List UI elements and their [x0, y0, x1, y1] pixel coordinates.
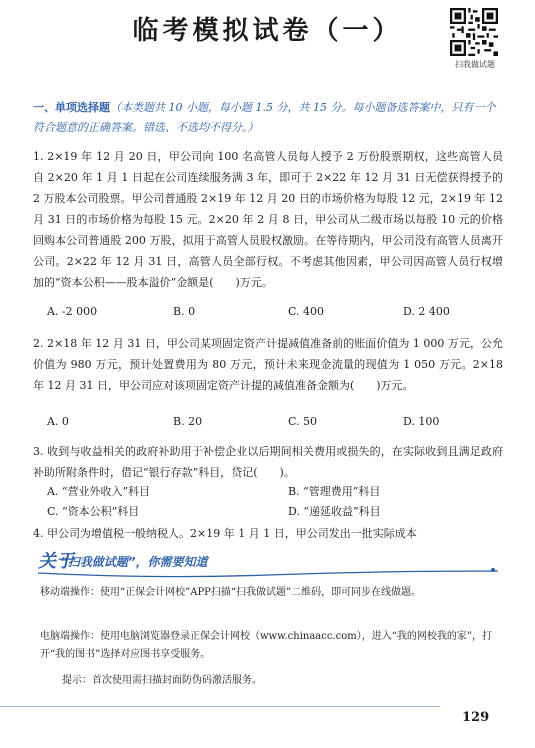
option-a[interactable]: A. “营业外收入”科目: [47, 485, 151, 498]
question-text: 甲公司为增值税一般纳税人。2×19 年 1 月 1 日，甲公司发出一批实际成本: [47, 527, 417, 540]
question-2: [33, 333, 503, 396]
option-d[interactable]: D. 2 400: [403, 305, 450, 318]
option-c[interactable]: C. 400: [288, 305, 325, 318]
section-title: 一、单项选择题: [33, 101, 110, 114]
option-d[interactable]: D. “递延收益”科目: [288, 505, 381, 518]
question-text: 2×18 年 12 月 31 日，甲公司某项固定资产计提减值准备前的账面价值为 1 000 万元，公允价值为 980 万元，预计处置费用为 80 万元，预计未来现金流量的现值为 1 050 万元。2×18 年 12 月 31 日，甲公司应对该项固定资产计提的减值准备金额为( )万元。: [33, 337, 504, 392]
question-1: [33, 146, 503, 293]
question-3-options-row2: [33, 503, 503, 521]
question-number: 2.: [33, 337, 44, 350]
option-b[interactable]: B. “管理费用”科目: [288, 485, 381, 498]
question-number: 4.: [33, 527, 44, 540]
option-b[interactable]: B. 0: [173, 305, 196, 318]
banner-title: “扫我做试题”，你需要知道: [60, 555, 208, 569]
question-text: 收到与收益相关的政府补助用于补偿企业以后期间相关费用或损失的，在实际收到且满足政府补助所附条件时，借记“银行存款”科目，贷记( )。: [33, 445, 503, 479]
question-4: [33, 523, 503, 544]
option-b[interactable]: B. 20: [173, 415, 203, 428]
option-a[interactable]: A. 0: [47, 415, 69, 428]
question-2-options: [33, 415, 503, 433]
question-text: 2×19 年 12 月 20 日，甲公司向 100 名高管人员每人授予 2 万份股票期权，这些高管人员自 2×20 年 1 月 1 日起在公司连续服务满 3 年，即可于 2×22 年 12 月 31 日无偿获得授予的 2 万股本公司股票。甲公司普通股 2×19 年 12 月 20 日的市场价格为每股 12 元，2×19 年 12 月 31 日的市场价格为每股 15 元。2×20 年 2 月 8 日，甲公司从二级市场以每股 10 元的价格回购本公司普通股 200 万股，拟用于高管人员股权激励。在等待期内，甲公司没有高管人员离开公司。2×22 年 12 月 31 日，高管人员全部行权。不考虑其他因素，甲公司因高管人员行权增加的“资本公积——股本溢价”金额是( )万元。: [33, 150, 504, 289]
option-d[interactable]: D. 100: [403, 415, 440, 428]
question-1-options: [33, 305, 503, 323]
question-3-options-row1: [33, 483, 503, 501]
page-number: 129: [462, 710, 490, 725]
info-tip: 提示：首次使用需扫描封面防伪码激活服务。: [62, 675, 262, 686]
question-number: 3.: [33, 445, 44, 458]
section-note: （本类题共 10 小题，每小题 1.5 分，共 15 分。每小题备选答案中，只有一个符合题意的正确答案。错选、不选均不得分。）: [33, 101, 496, 134]
question-3: [33, 441, 503, 483]
qr-caption: 扫我做试题: [455, 60, 495, 69]
option-c[interactable]: C. 50: [288, 415, 318, 428]
section-header: [33, 98, 503, 138]
banner-about: 关于: [38, 551, 74, 572]
info-mobile: 移动端操作：使用“正保会计网校”APP扫描“扫我做试题”二维码，即可同步在线做题。: [40, 587, 422, 598]
question-number: 1.: [33, 150, 44, 163]
option-c[interactable]: C. “资本公积”科目: [47, 505, 140, 518]
option-a[interactable]: A. -2 000: [47, 305, 98, 318]
info-pc: 电脑端操作：使用电脑浏览器登录正保会计网校（www.chinaacc.com），进入“我的网校我的家”，打开“我的图书”选择对应图书享受服务。: [40, 631, 492, 660]
qr-code-icon[interactable]: [450, 8, 498, 56]
footer-divider: [0, 706, 440, 707]
page-title: 临考模拟试卷（一）: [132, 16, 403, 46]
